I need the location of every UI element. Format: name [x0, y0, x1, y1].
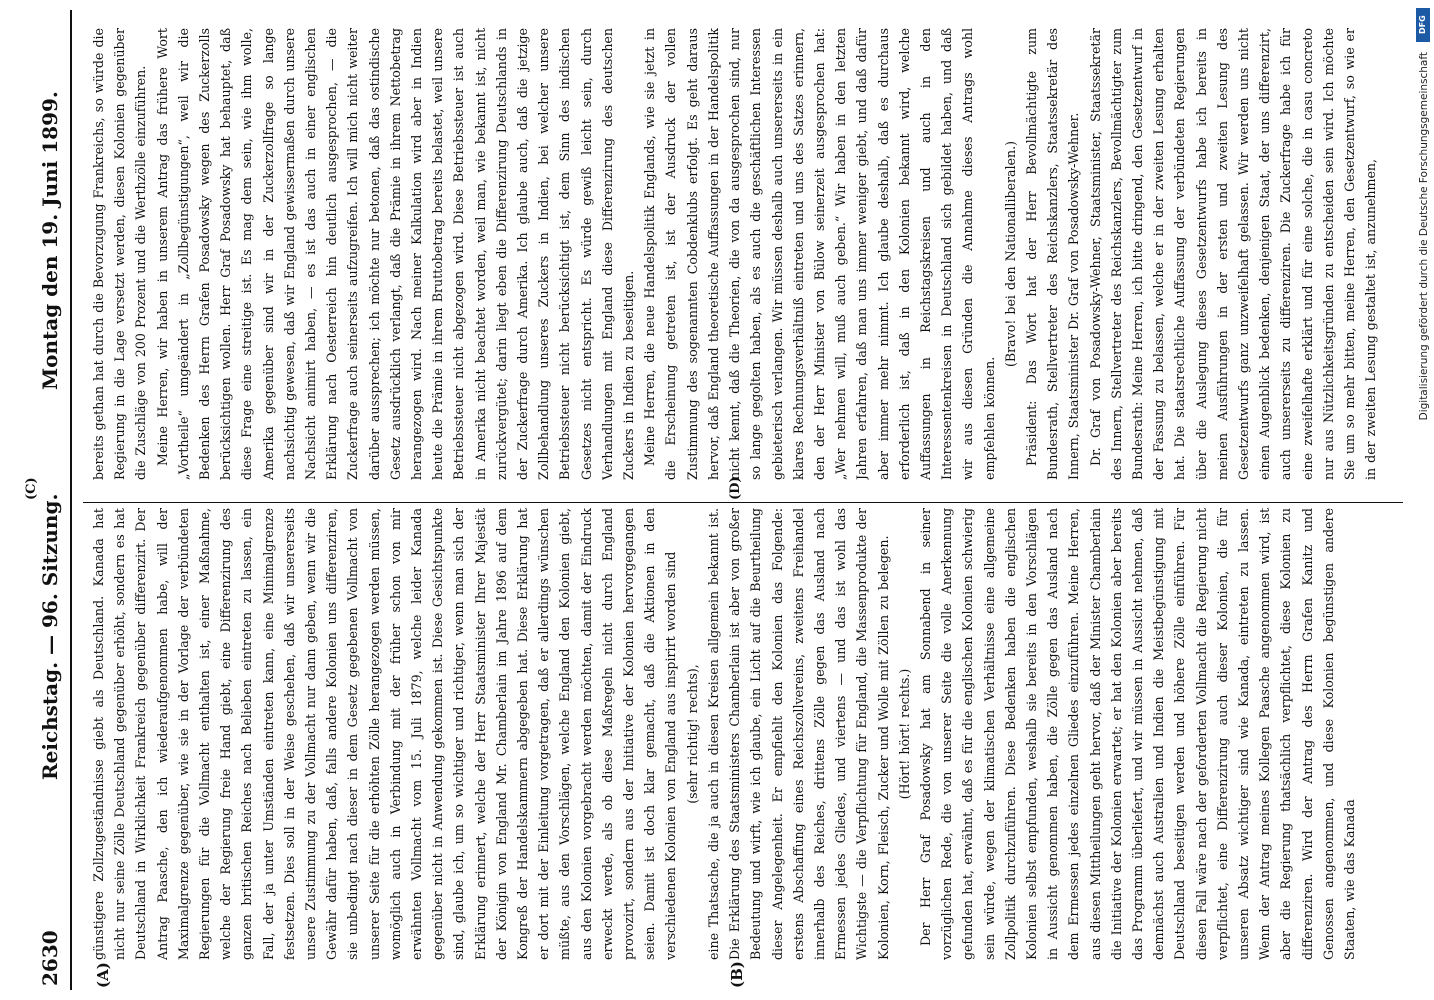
paragraph: Meine Herren, die neue Handelspolitik Englands, wie sie jetzt in die Erscheinung getreten ist, ist der Ausdruck der vollen Zustimmung des sogenannten Cobdenklubs erfolgt. Es geht daraus hervor, daß England theoretische Auffassungen in der Handelspolitik nicht kennt, daß die Theorien, die von da ausgesprochen sind, nur so lange gegolten haben, als es auch die geschäftlichen Interessen gebieterisch verlangen. Wir müssen deshalb auch unsererseits in ein klares Rechnungsverhältniß eintreten und uns des Satzes erinnern, den der Herr Minister von Bülow seinerzeit ausgesprochen hat: „Wer nehmen will, muß auch geben.“ Wir haben in den letzten Jahren erfahren, daß man uns immer weniger giebt, und daß dafür aber immer mehr nimmt. Ich glaube deshalb, daß es durchaus erforderlich ist, daß in den Kolonien bekannt wird, welche Auffassungen in Reichstagskreisen und auch in den Interessentenkreisen in Deutschland sich gebildet haben, und daß wir aus diesen Gründen die Annahme dieses Antrags wohl empfehlen können. — [642, 28, 997, 480]
president-paragraph: Präsident: Das Wort hat der Herr Bevollmächtigte zum Bundesrath, Stellvertreter des Reichskanzlers, Staatssekretär des Innern, Staatsminister Dr. Graf von Posadowsky-Wehner. — [1023, 28, 1082, 480]
margin-marker-b: (B) — [728, 961, 746, 988]
header-rule — [70, 10, 72, 990]
interjection: (sehr richtig! rechts), — [684, 664, 700, 804]
digitization-credit: Digitalisierung gefördert durch die Deutsche Forschungsgemeinschaft — [1418, 52, 1430, 421]
left-column — [88, 508, 1398, 960]
paragraph: bereits gethan hat durch die Bevorzugung Frankreichs, so würde die Regierung in die Lage versetzt werden, diesen Kolonien gegenüber die Zuschläge von 200 Prozent und die Werthzölle einzuführen. — [91, 28, 149, 480]
margin-marker-d: (D) — [728, 476, 743, 500]
rotated-page — [8, 10, 1408, 990]
page-header — [8, 10, 68, 990]
speaker-paragraph: Dr. Graf von Posadowsky-Wehner, Staatsminister, Staatssekretär des Innern, Stellvertreter des Reichskanzlers, Bevollmächtigter zum Bundesrath: Meine Herren, ich bitte dringend, den Gesetzentwurf in der Fassung zu belassen, welche er in der zweiten Lesung erhalten hat. Die staatsrechtliche Auffassung der verbündeten Regierungen über die Auslegung dieses Gesetzentwurfs habe ich bereits in meinen Ausführungen in der ersten und zweiten Lesung des Gesetzentwurfs ganz unzweifelhaft gelassen. Wir werden uns nicht einen Augenblick bedenken, denjenigen Staat, der uns differenzirt, auch unsererseits zu differenziren. Die Zuckerfrage habe ich für eine zweifelhafte erklärt und für eine solche, die in casu concreto nur aus Nützlichkeitsgründen zu entscheiden sein wird. Ich möchte Sie um so mehr bitten, meine Herren, den Gesetzentwurf, so wie er in der zweiten Lesung gestaltet ist, anzunehmen, — [1087, 28, 1379, 480]
header-date: Montag den 19. Juni 1899. — [38, 91, 62, 390]
page-number: 2630 — [38, 930, 62, 986]
paragraph: günstigere Zollzugeständnisse giebt als Deutschland. Kanada hat nicht nur seine Zölle Deutschland gegenüber erhöht, sondern es hat Deutschland in Wirklichkeit Frankreich gegenüber differenzirt. Der Antrag Paasche, den ich wiederaufgenommen habe, will der Maximalgrenze gegenüber, wie sie in der Vorlage der verbündeten Regierungen für die Vollmacht enthalten ist, einer Maßnahme, welche der Regierung freie Hand giebt, eine Differenzirung des ganzen britischen Reiches nach Belieben eintreten zu lassen, ein Fall, der ja unter Umständen eintreten kann, eine Minimalgrenze festsetzen. Dies soll in der Weise geschehen, daß wir unsererseits unsere Zustimmung zu der Vollmacht nur dann geben, wenn wir die Gewähr dafür haben, daß, falls andere Kolonien uns differenziren, sie unbedingt nach dieser in dem Gesetz gegebenen Vollmacht von unserer Seite für die erhöhten Zölle herangezogen werden müssen, womöglich auch in Verbindung mit der früher schon von mir erwähnten Vollmacht vom 15. Juli 1879, welche leider Kanada gegenüber nicht in Anwendung gekommen ist. Diese Gesichtspunkte sind, glaube ich, um so wichtiger und richtiger, wenn man sich der Erklärung erinnert, welche der Herr Staatsminister Ihrer Majestät der Königin von England Mr. Chamberlain im Jahre 1896 auf dem Kongreß der Handelskammern abgegeben hat. Diese Erklärung hat er dort mit der Einleitung vorgetragen, daß er allerdings wünschen müßte, aus den Vorschlägen, welche England den Kolonien giebt, aus den Kolonien vorgebracht werden möchten, damit der Eindruck erweckt werde, als ob diese Maßregeln nicht durch England provozirt, sondern aus der Initiative der Kolonien hervorgegangen seien. Damit ist doch klar gemacht, daß die Aktionen in den verschiedenen Kolonien von England aus inspirirt worden sind — [91, 508, 679, 960]
interjection: (Hört! hört! rechts.) — [896, 668, 912, 800]
column-divider — [83, 502, 1403, 503]
header-title: Reichstag. — 96. Sitzung. — [38, 493, 62, 780]
right-column — [88, 28, 1398, 480]
paragraph: eine Thatsache, die ja auch in diesen Kreisen allgemein bekannt ist. Die Erklärung des Staatsministers Chamberlain ist aber von großer Bedeutung und wirft, wie ich glaube, ein Licht auf die Beurtheilung dieser Angelegenheit. Er empfiehlt den Kolonien das Folgende: erstens Abschaffung eines Reichszollvereins, zweitens Freihandel innerhalb des Reiches, drittens Zölle gegen das Ausland nach Ermessen jedes Gliedes, und viertens — und das ist wohl das Wichtigste — die Verpflichtung für England, die Massenprodukte der Kolonien, Korn, Fleisch, Zucker und Wolle mit Zöllen zu belegen. — [705, 508, 891, 960]
paragraph: Meine Herren, wir haben in unserem Antrag das frühere Wort „Vortheile“ umgeändert in „Zollbegünstigungen“, weil wir die Bedenken des Herrn Grafen Posadowsky wegen des Zuckerzolls berücksichtigen wollen. Herr Graf Posadowsky hat behauptet, daß diese Frage eine streitige ist. Es mag dem sein, wie ihm wolle, Amerika gegenüber sind wir in der Zuckerzollfrage so lange nachsichtig gewesen, daß wir England gewissermaßen durch unsere Nachsicht animirt haben, — es ist das auch in einer englischen Erklärung nach Oesterreich hin deutlich ausgesprochen, — die Zuckerfrage auch seinerseits aufzugreifen. Ich will mich nicht weiter darüber aussprechen; ich möchte nur betonen, daß das ostindische Gesetz ausdrücklich verlangt, daß die Prämie in ihrem Nettobetrag herangezogen wird. Nach meiner Kalkulation wird aber in Indien heute die Prämie in ihrem Bruttobetrag bereits belastet, weil unsere Betriebssteuer nicht abgezogen wird. Diese Betriebssteuer ist auch in Amerika nicht beachtet worden, weil man, wie bekannt ist, nicht zurückvergütet; darin liegt eben die Differenzirung Deutschlands in der Zuckerfrage durch Amerika. Ich glaube auch, daß die jetzige Zollbehandlung unseres Zuckers in Indien, bei welcher unsere Betriebssteuer nicht berücksichtigt ist, dem Sinn des indischen Gesetzes nicht entspricht. Es würde gewiß leicht sein, durch Verhandlungen mit England diese Differenzirung des deutschen Zuckers in Indien zu beseitigen. — [154, 28, 637, 480]
interjection: (Bravo! bei den Nationalliberalen.) — [1002, 140, 1018, 368]
margin-marker-c: (C) — [24, 477, 39, 500]
paragraph: Der Herr Graf Posadowsky hat am Sonnabend in seiner vorzüglichen Rede, die von unserer Seite die volle Anerkennung gefunden hat, erwähnt, daß es für die englischen Kolonien schwierig sein würde, wegen der klimatischen Verhältnisse eine allgemeine Zollpolitik durchzuführen. Diese Bedenken haben die englischen Kolonien selbst empfunden, weshalb sie bereits in den Vorschlägen in Aussicht genommen haben, die Zölle gegen das Ausland nach dem Ermessen jedes einzelnen Gliedes einzuführen. Meine Herren, aus diesen Mittheilungen geht hervor, daß der Minister Chamberlain die Initiative der Kolonien erwartet; er hat den Kolonien aber bereits das Programm überliefert, und wir müssen in Aussicht nehmen, daß demnächst auch Australien und Indien die Meistbegünstigung mit Deutschland beseitigen werden und höhere Zölle einführen. Für diesen Fall wäre nach der geforderten Vollmacht die Regierung nicht verpflichtet, eine Differenzirung auch dieser Kolonien, die für unseren Absatz wichtiger sind wie Kanada, eintreten zu lassen. Wenn der Antrag meines Kollegen Paasche angenommen wird, ist aber die Regierung thatsächlich verpflichtet, diese Kolonien zu differenziren. Wird der Antrag des Herrn Grafen Kanitz und Genossen angenommen, und diese Kolonien begünstigen andere Staaten, wie das Kanada — [917, 508, 1357, 960]
dfg-logo: DFG — [1416, 8, 1430, 42]
margin-marker-a: (A) — [94, 962, 112, 988]
